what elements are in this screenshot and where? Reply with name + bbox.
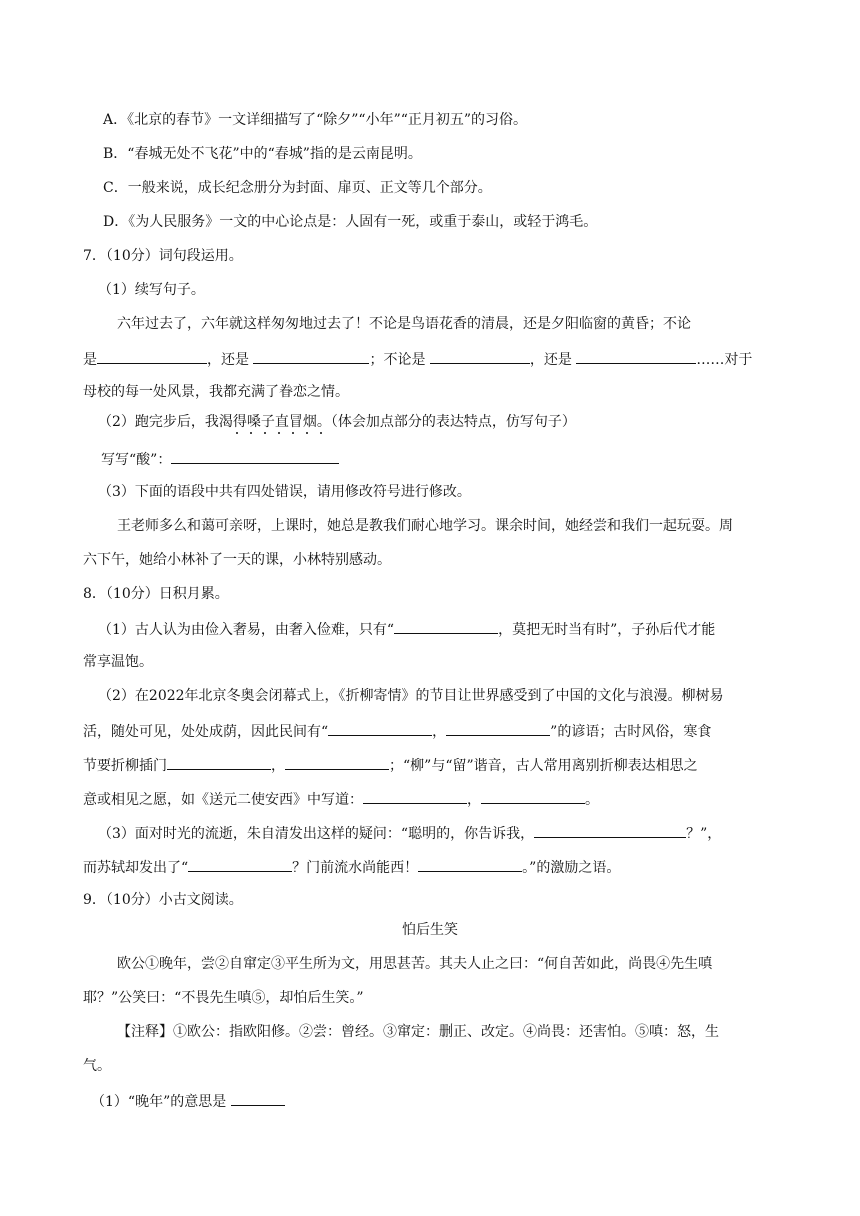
q7-part3-label: （3）下面的语段中共有四处错误，请用修改符号进行修改。 bbox=[98, 484, 471, 500]
q9-heading: 9．（10分）小古文阅读。 bbox=[83, 892, 243, 908]
answer-blank[interactable] bbox=[253, 348, 369, 364]
q7-part1-text-a: 六年过去了，六年就这样匆匆地过去了！不论是鸟语花香的清晨，还是夕阳临窗的黄昏；不论 bbox=[117, 316, 691, 332]
q7-part2-label: （2）跑完步后，我渴得嗓子直冒烟。（体会加点部分的表达特点，仿写句子） bbox=[98, 414, 576, 430]
text: 节要折柳插门 bbox=[83, 758, 167, 774]
dot bbox=[264, 432, 266, 434]
q8-part1-a bbox=[98, 618, 715, 640]
dot bbox=[306, 432, 308, 434]
q9-text-b: 耶？”公笑曰：“不畏先生嗔⑤，却怕后生笑。” bbox=[83, 990, 364, 1006]
answer-blank[interactable] bbox=[363, 788, 467, 804]
answer-blank[interactable] bbox=[285, 754, 389, 770]
text: 。”的激励之语。 bbox=[522, 860, 621, 876]
option-b: B．“春城无处不飞花”中的“春城”指的是云南昆明。 bbox=[103, 146, 422, 162]
dot bbox=[278, 432, 280, 434]
q8-part2-c bbox=[83, 754, 698, 776]
q8-part1-b: 常享温饱。 bbox=[83, 654, 153, 670]
dot bbox=[236, 432, 238, 434]
q8-part2-d bbox=[83, 788, 599, 810]
q7-part3-text-b: 六下午，她给小林补了一天的课，小林特别感动。 bbox=[83, 552, 391, 568]
text: 是 bbox=[83, 352, 97, 368]
answer-blank[interactable] bbox=[231, 1090, 285, 1106]
answer-blank[interactable] bbox=[534, 822, 686, 838]
option-d: D．《为人民服务》一文的中心论点是：人固有一死，或重于泰山，或轻于鸿毛。 bbox=[103, 214, 598, 230]
dot bbox=[292, 432, 294, 434]
q9-note-a: 【注释】①欧公：指欧阳修。②尝：曾经。③窜定：删正、改定。④尚畏：还害怕。⑤嗔：怒，生 bbox=[117, 1024, 719, 1040]
answer-blank[interactable] bbox=[394, 618, 498, 634]
answer-blank[interactable] bbox=[481, 788, 585, 804]
q7-part1-text-c: 母校的每一处风景，我都充满了眷恋之情。 bbox=[83, 384, 349, 400]
text: 写写“酸”： bbox=[101, 452, 172, 468]
text: ，还是 bbox=[529, 352, 572, 368]
q9-title: 怕后生笑 bbox=[402, 922, 458, 938]
answer-blank[interactable] bbox=[171, 448, 339, 464]
q8-part3-a bbox=[98, 822, 721, 844]
answer-blank[interactable] bbox=[328, 720, 432, 736]
q8-heading: 8．（10分）日积月累。 bbox=[83, 586, 229, 602]
text: ；“柳”与“留”谐音，古人常用离别折柳表达相思之 bbox=[389, 758, 698, 774]
q9-q1 bbox=[91, 1090, 285, 1112]
text: 意或相见之愿，如《送元二使安西》中写道： bbox=[83, 792, 363, 808]
answer-blank[interactable] bbox=[418, 856, 522, 872]
q7-part1-text-b bbox=[83, 348, 752, 370]
q7-heading: 7．（10分）词句段运用。 bbox=[83, 248, 243, 264]
dot bbox=[320, 432, 322, 434]
q7-part1-label: （1）续写句子。 bbox=[98, 282, 205, 298]
text: （3）面对时光的流逝，朱自清发出这样的疑问：“聪明的，你告诉我， bbox=[98, 826, 535, 842]
answer-blank[interactable] bbox=[446, 720, 550, 736]
option-c: C．一般来说，成长纪念册分为封面、扉页、正文等几个部分。 bbox=[103, 180, 492, 196]
text: ， bbox=[271, 758, 285, 774]
text: ，还是 bbox=[207, 352, 249, 368]
answer-blank[interactable] bbox=[97, 348, 207, 364]
text: ，莫把无时当有时”，子孙后代才能 bbox=[498, 622, 716, 638]
text: ？”， bbox=[686, 826, 722, 842]
q8-part2-a: （2）在2022年北京冬奥会闭幕式上，《折柳寄情》的节目让世界感受到了中国的文化与浪漫。柳树易 bbox=[98, 688, 724, 704]
text: （1）古人认为由俭入奢易，由奢入俭难，只有“ bbox=[98, 622, 395, 638]
answer-blank[interactable] bbox=[576, 348, 696, 364]
answer-blank[interactable] bbox=[188, 856, 292, 872]
q8-part2-b bbox=[83, 720, 711, 742]
q9-note-b: 气。 bbox=[83, 1058, 111, 1074]
text: ；不论是 bbox=[369, 352, 426, 368]
text: ， bbox=[467, 792, 481, 808]
answer-blank[interactable] bbox=[430, 348, 530, 364]
text: 而苏轼却发出了“ bbox=[83, 860, 189, 876]
text: ， bbox=[432, 724, 447, 740]
text: 。 bbox=[585, 792, 599, 808]
text: ”的谚语；古时风俗，寒食 bbox=[550, 724, 712, 740]
q7-part3-text-a: 王老师多么和蔼可亲呀，上课时，她总是教我们耐心地学习。课余时间，她经尝和我们一起玩耍。周 bbox=[117, 518, 733, 534]
q7-part2-write bbox=[101, 448, 339, 470]
text: （1）“晚年”的意思是 bbox=[91, 1094, 227, 1110]
q8-part3-b bbox=[83, 856, 620, 878]
option-a: A．《北京的春节》一文详细描写了“除夕”“小年”“正月初五”的习俗。 bbox=[103, 112, 528, 128]
text: 活，随处可见，处处成荫，因此民间有“ bbox=[83, 724, 329, 740]
text: ……对于 bbox=[696, 352, 753, 368]
q9-text-a: 欧公①晚年，尝②自窜定③平生所为文，用思甚苦。其夫人止之曰：“何自苦如此，尚畏④先生嗔 bbox=[117, 956, 713, 972]
text: ？门前流水尚能西！ bbox=[292, 860, 419, 876]
dot bbox=[250, 432, 252, 434]
answer-blank[interactable] bbox=[167, 754, 271, 770]
